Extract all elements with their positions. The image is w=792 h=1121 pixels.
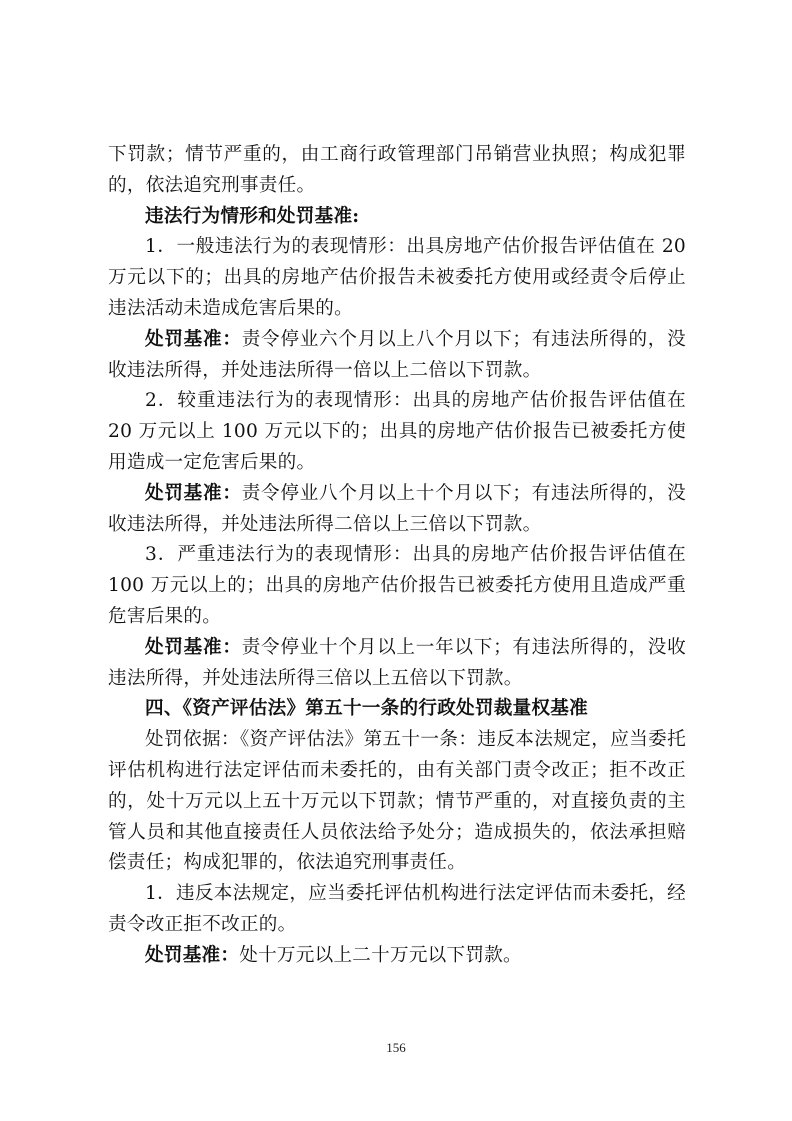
paragraph-continuation: 下罚款；情节严重的，由工商行政管理部门吊销营业执照；构成犯罪的，依法追究刑事责任。 [108,144,686,196]
section-heading-four: 四、《资产评估法》第五十一条的行政处罚裁量权基准 [145,698,588,720]
paragraph-serious-violation: 2．较重违法行为的表现情形：出具的房地产估价报告评估值在 20 万元以上 100 万元以下的；出具的房地产估价报告已被委托方使用造成一定危害后果的。 [108,390,686,473]
paragraph-penalty-failure-to-entrust [108,941,686,972]
penalty-text: 责令停业六个月以上八个月以下；有违法所得的，没收违法所得，并处违法所得一倍以上二倍以下罚款。 [108,328,686,381]
page-number: 156 [386,1040,406,1055]
penalty-text: 责令停业十个月以上一年以下；有违法所得的，没收违法所得，并处违法所得三倍以上五倍以下罚款。 [108,636,686,689]
penalty-label: 处罚基准： [145,482,242,504]
paragraph-severe-violation: 3．严重违法行为的表现情形：出具的房地产估价报告评估值在 100 万元以上的；出具的房地产估价报告已被委托方使用且造成严重危害后果的。 [108,544,686,627]
paragraph-item-failure-to-entrust: 1．违反本法规定，应当委托评估机构进行法定评估而未委托，经责令改正拒不改正的。 [108,883,686,935]
penalty-label: 处罚基准： [145,636,242,658]
section-title-violation-circumstances: 违法行为情形和处罚基准: [145,205,360,227]
paragraph-penalty-severe [108,633,686,695]
paragraph-general-violation: 1．一般违法行为的表现情形：出具房地产估价报告评估值在 20 万元以下的；出具的房地产估价报告未被委托方使用或经责令后停止违法活动未造成危害后果的。 [108,236,686,319]
paragraph-penalty-serious [108,479,686,541]
penalty-text: 责令停业八个月以上十个月以下；有违法所得的，没收违法所得，并处违法所得二倍以上三倍以下罚款。 [108,482,686,535]
paragraph-penalty-general [108,325,686,387]
penalty-text: 处十万元以上二十万元以下罚款。 [239,944,522,966]
document-body [108,140,686,972]
penalty-label: 处罚基准： [145,944,240,966]
penalty-label: 处罚基准： [145,328,242,350]
paragraph-penalty-basis: 处罚依据：《资产评估法》第五十一条：违反本法规定，应当委托评估机构进行法定评估而未委托的，由有关部门责令改正；拒不改正的，处十万元以上五十万元以下罚款；情节严重的，对直接负责的主管人员和其他直接责任人员依法给予处分；造成损失的，依法承担赔偿责任；构成犯罪的，依法追究刑事责任。 [108,729,686,874]
